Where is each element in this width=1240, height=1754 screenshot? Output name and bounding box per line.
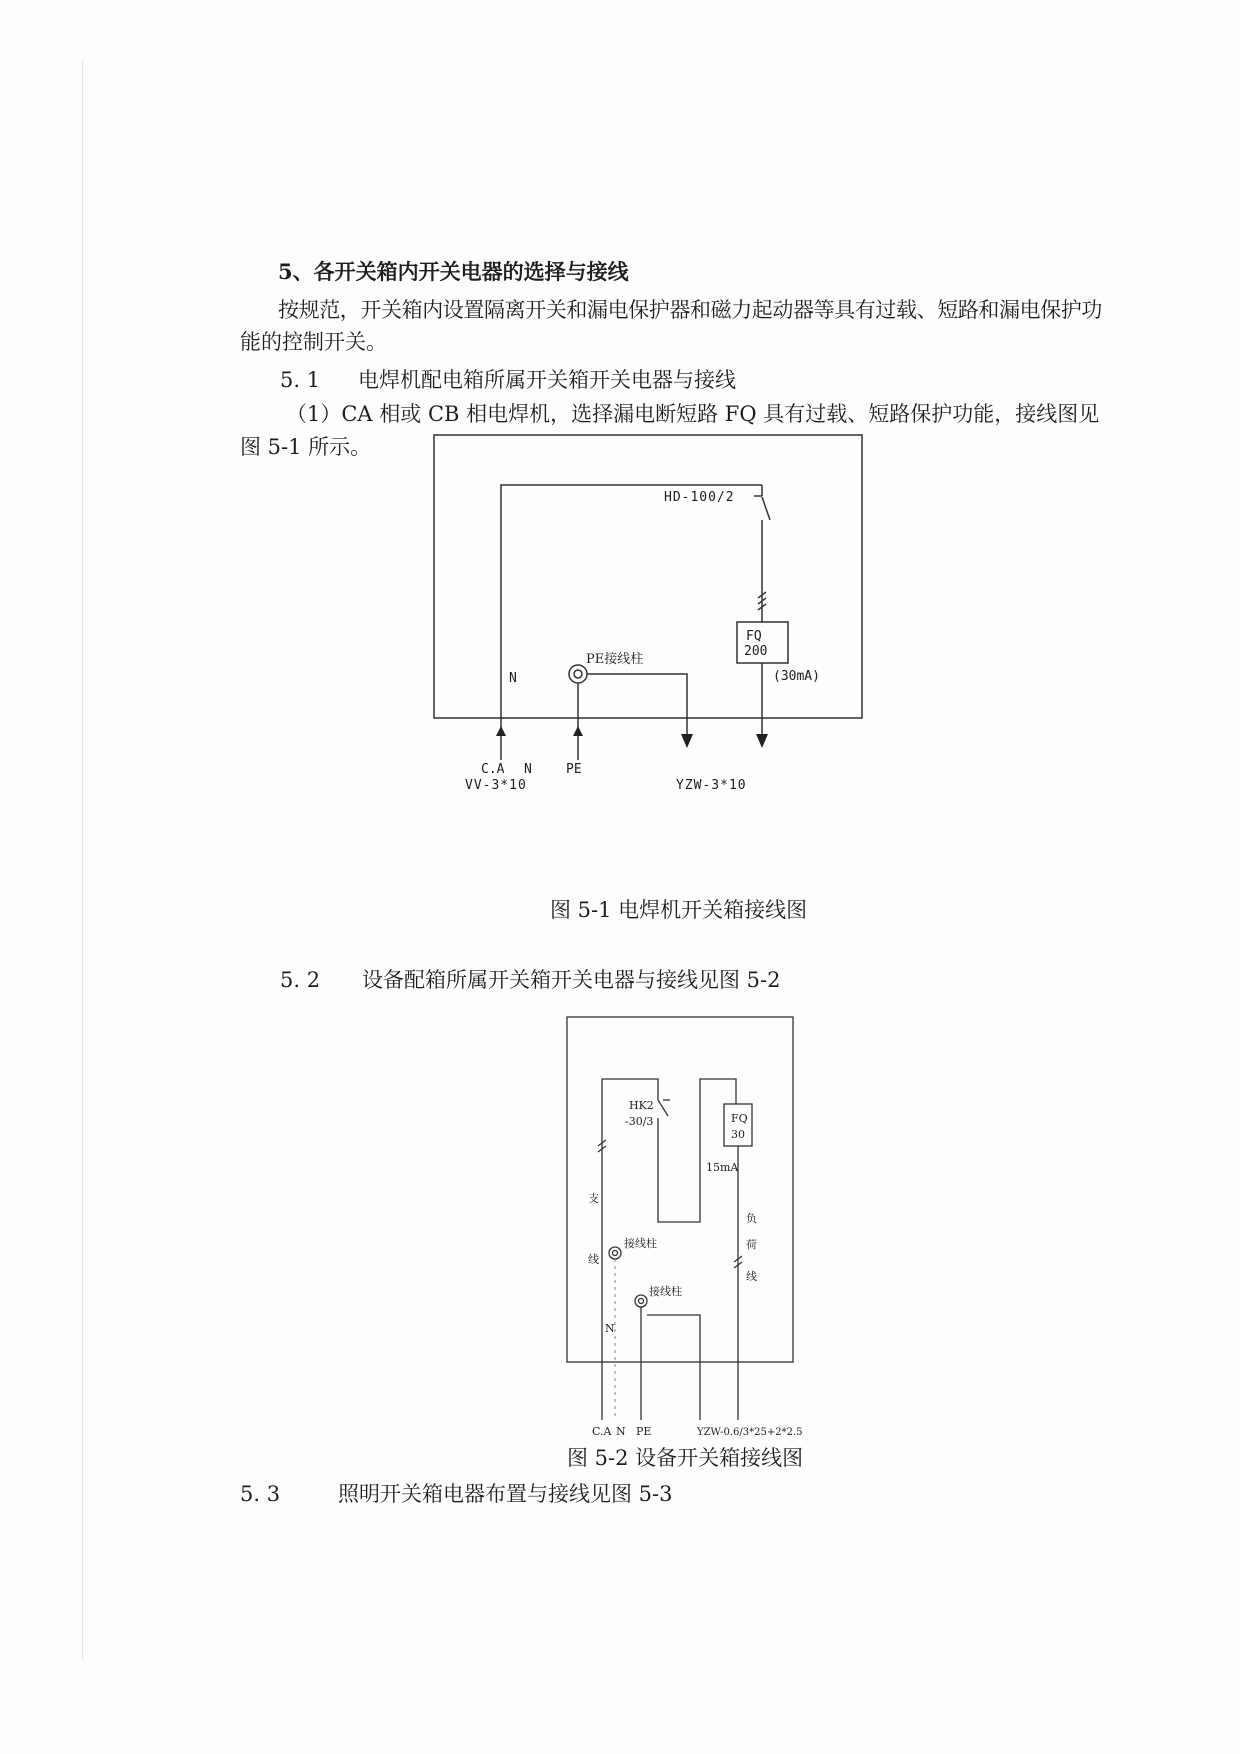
fig-5-2-caption: 图 5-2 设备开关箱接线图	[567, 1446, 804, 1470]
sub-5-1-number: 5. 1	[280, 368, 321, 392]
fig2-terminal-1	[609, 1247, 621, 1259]
fig2-n-label: N	[605, 1322, 615, 1335]
fig1-n-label: N	[509, 671, 517, 686]
fig2-input-n: N	[616, 1425, 626, 1438]
fig2-terminal-2-label: 接线柱	[649, 1285, 682, 1298]
fig-5-1-caption: 图 5-1 电焊机开关箱接线图	[550, 898, 808, 922]
fig1-switch-label: HD-100/2	[664, 490, 735, 505]
sub-5-1-para-line-1: （1）CA 相或 CB 相电焊机，选择漏电断短路 FQ 具有过载、短路保护功能，接线图见	[286, 402, 1100, 426]
fig1-pe-terminal-label: PE接线柱	[586, 652, 644, 667]
fig1-breaker-line1: FQ	[746, 629, 762, 644]
fig2-output-cable: YZW-0.6/3*25+2*2.5	[697, 1427, 803, 1438]
fig2-branch-label-2: 线	[588, 1253, 599, 1266]
fig2-input-phase: C.A	[592, 1425, 612, 1438]
fig1-breaker-rating: (30mA)	[773, 669, 820, 684]
fig2-breaker-line1: FQ	[731, 1112, 748, 1125]
sub-5-1-title: 电焊机配电箱所属开关箱开关电器与接线	[358, 368, 736, 392]
fig2-load-label-1: 负	[746, 1212, 757, 1225]
sub-5-2-number: 5. 2	[280, 968, 321, 992]
fig1-breaker-line2: 200	[744, 644, 768, 659]
fig2-breaker-rating: 15mA	[706, 1161, 739, 1174]
fig1-output-cable: YZW-3*10	[676, 778, 747, 793]
fig1-input-n: N	[524, 762, 532, 777]
sub-5-3-title: 照明开关箱电器布置与接线见图 5-3	[338, 1482, 673, 1506]
fig2-switch-blade	[658, 1100, 668, 1116]
fig2-terminal-2	[635, 1295, 647, 1307]
sub-5-1-para-line-2: 图 5-1 所示。	[240, 435, 372, 459]
fig2-pe-out-wire	[647, 1315, 700, 1420]
fig1-input-phase: C.A	[481, 762, 505, 777]
fig2-branch-label-1: 支	[588, 1192, 599, 1205]
fig2-box	[567, 1017, 793, 1362]
sub-5-2-title: 设备配箱所属开关箱开关电器与接线见图 5-2	[362, 968, 781, 992]
intro-line-2: 能的控制开关。	[240, 330, 387, 354]
fig2-breaker-line2: 30	[731, 1128, 745, 1141]
fig2-load-label-2: 荷	[746, 1238, 757, 1251]
intro-line-1: 按规范，开关箱内设置隔离开关和漏电保护器和磁力起动器等具有过载、短路和漏电保护功	[278, 298, 1102, 322]
fig2-input-pe: PE	[636, 1425, 652, 1438]
fig2-switch-line1: HK2	[629, 1099, 654, 1112]
fig1-input-cable: VV-3*10	[465, 778, 527, 793]
fig1-input-pe: PE	[566, 762, 582, 777]
sub-5-3-number: 5. 3	[240, 1482, 281, 1506]
fig2-load-label-3: 线	[746, 1270, 757, 1283]
fig2-terminal-1-label: 接线柱	[624, 1237, 657, 1250]
section-heading: 5、各开关箱内开关电器的选择与接线	[278, 259, 629, 284]
fig2-switch-line2: -30/3	[625, 1115, 654, 1128]
